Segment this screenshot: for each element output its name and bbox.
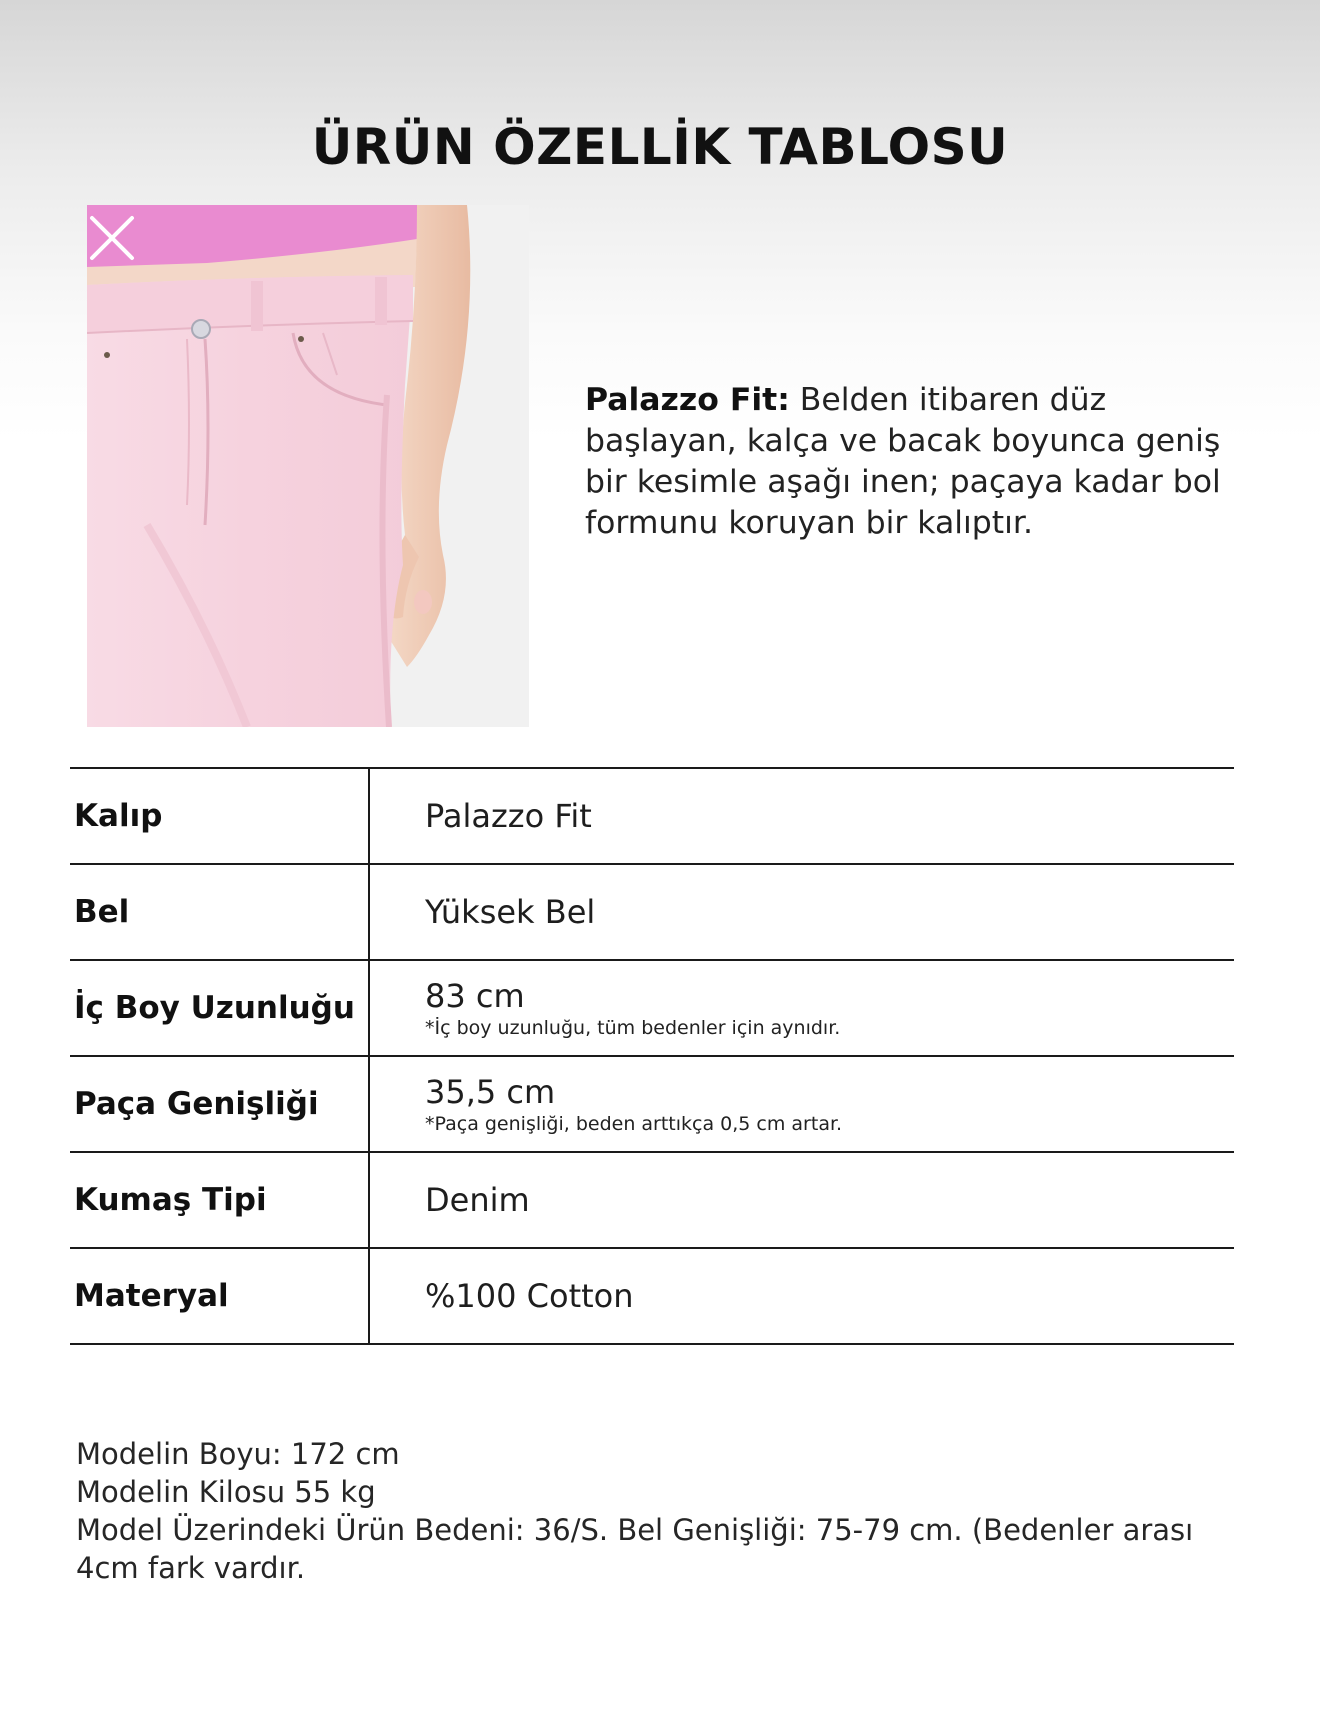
close-icon[interactable] xyxy=(88,214,136,262)
fit-text: Belden itibaren düz başlayan, kalça ve bacak boyunca geniş bir kesimle aşağı inen; paçaya kadar bol formunu koruyan bir kalıptır. xyxy=(585,382,1221,541)
table-row xyxy=(70,864,1234,960)
spec-value: 35,5 cm xyxy=(425,1073,556,1111)
spec-value-cell xyxy=(369,768,1234,864)
spec-value-cell xyxy=(369,864,1234,960)
spec-value-cell xyxy=(369,1248,1234,1344)
fit-term: Palazzo Fit: xyxy=(585,382,790,418)
spec-note: *İç boy uzunluğu, tüm bedenler için aynıdır. xyxy=(425,1017,841,1039)
table-row xyxy=(70,1152,1234,1248)
model-height: Modelin Boyu: 172 cm xyxy=(76,1437,400,1471)
spec-value: 83 cm xyxy=(425,977,525,1015)
fit-description xyxy=(585,380,1245,544)
spec-value-cell xyxy=(369,1152,1234,1248)
spec-value: Palazzo Fit xyxy=(425,797,592,835)
spec-label: Bel xyxy=(70,864,369,960)
table-row xyxy=(70,1056,1234,1152)
spec-table xyxy=(70,767,1234,1345)
table-row xyxy=(70,768,1234,864)
spec-label: İç Boy Uzunluğu xyxy=(70,960,369,1056)
spec-value-cell xyxy=(369,1056,1234,1152)
spec-label: Materyal xyxy=(70,1248,369,1344)
table-row xyxy=(70,960,1234,1056)
spec-label: Kalıp xyxy=(70,768,369,864)
product-photo xyxy=(87,205,529,727)
table-row xyxy=(70,1248,1234,1344)
spec-note: *Paça genişliği, beden arttıkça 0,5 cm artar. xyxy=(425,1113,843,1135)
spec-value: %100 Cotton xyxy=(425,1277,634,1315)
model-info xyxy=(76,1435,1256,1587)
spec-value: Denim xyxy=(425,1181,530,1219)
spec-label: Paça Genişliği xyxy=(70,1056,369,1152)
spec-value: Yüksek Bel xyxy=(425,893,596,931)
model-size: Model Üzerindeki Ürün Bedeni: 36/S. Bel Genişliği: 75-79 cm. (Bedenler arası 4cm fark vardır. xyxy=(76,1513,1194,1585)
model-weight: Modelin Kilosu 55 kg xyxy=(76,1475,376,1509)
page-title: ÜRÜN ÖZELLİK TABLOSU xyxy=(311,118,1009,176)
spec-label: Kumaş Tipi xyxy=(70,1152,369,1248)
spec-value-cell xyxy=(369,960,1234,1056)
